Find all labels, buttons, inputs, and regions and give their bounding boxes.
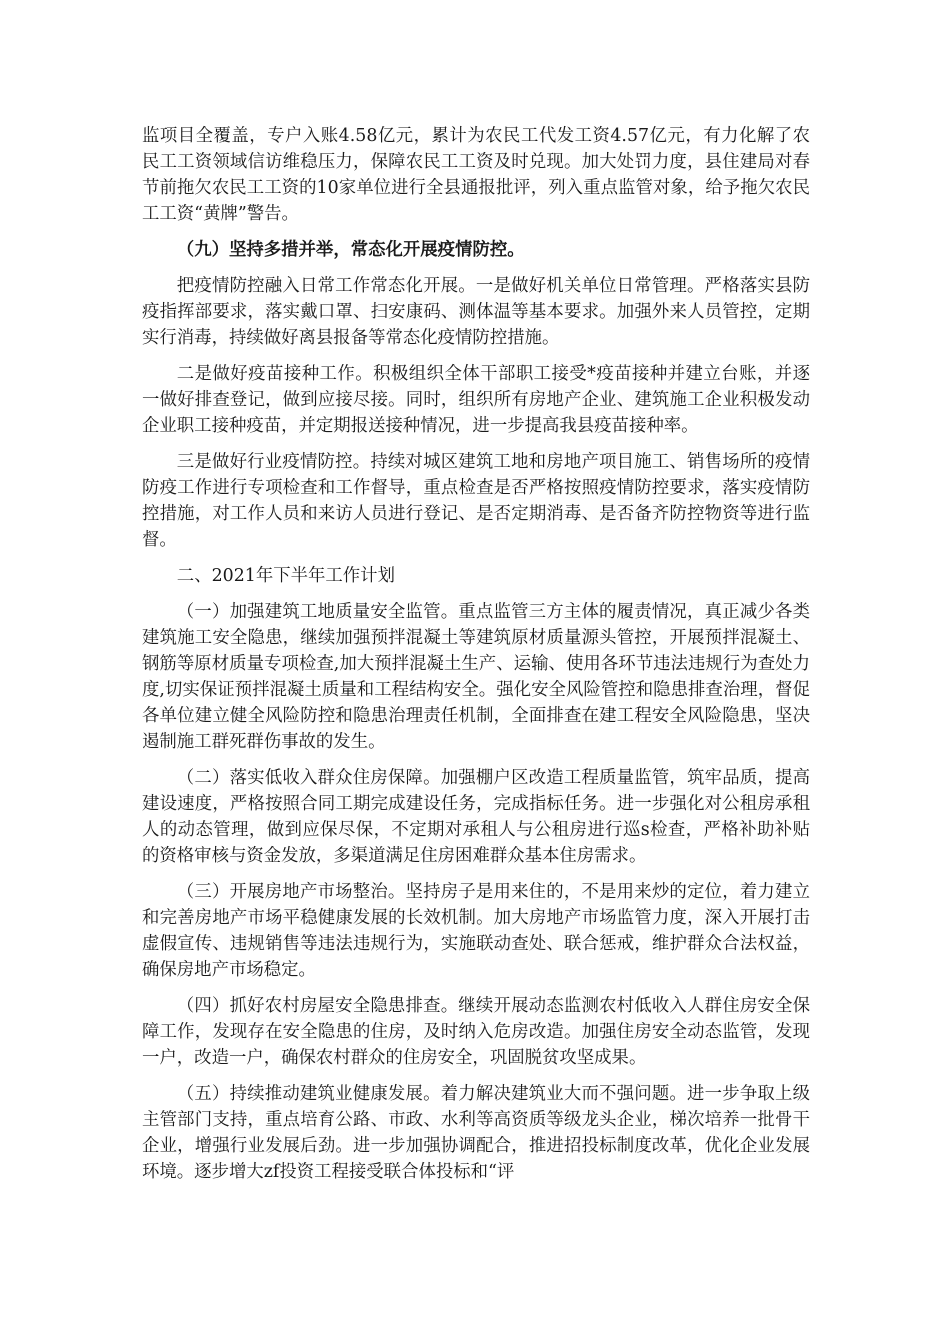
paragraph-vaccination: 二是做好疫苗接种工作。积极组织全体干部职工接受*疫苗接种并建立台账，并逐一做好排查登记，做到应接尽接。同时，组织所有房地产企业、建筑施工企业积极发动企业职工接种疫苗，并定期报送接种情况，进一步提高我县疫苗接种率。 (142, 364, 810, 436)
paragraph-plan-item-1: （一）加强建筑工地质量安全监管。重点监管三方主体的履责情况，真正减少各类建筑施工安全隐患，继续加强预拌混凝土等建筑原材质量源头管控，开展预拌混凝土、钢筋等原材质量专项检查,加大预拌混凝土生产、运输、使用各环节违法违规行为查处力度,切实保证预拌混凝土质量和工程结构安全。强化安全风险管控和隐患排查治理，督促各单位建立健全风险防控和隐患治理责任机制，全面排查在建工程安全风险隐患，坚决遏制施工群死群伤事故的发生。 (142, 602, 810, 752)
paragraph-plan-item-2: （二）落实低收入群众住房保障。加强棚户区改造工程质量监管，筑牢品质，提高建设速度，严格按照合同工期完成建设任务，完成指标任务。进一步强化对公租房承租人的动态管理，做到应保尽保，不定期对承租人与公租房进行巡s检查，严格补助补贴的资格审核与资金发放，多渠道满足住房困难群众基本住房需求。 (142, 768, 810, 866)
paragraph-plan-item-3: （三）开展房地产市场整治。坚持房子是用来住的，不是用来炒的定位，着力建立和完善房地产市场平稳健康发展的长效机制。加大房地产市场监管力度，深入开展打击虚假宣传、违规销售等违法违规行为，实施联动查处、联合惩戒，维护群众合法权益，确保房地产市场稳定。 (142, 882, 810, 980)
section-heading-epidemic-prevention: （九）坚持多措并举，常态化开展疫情防控。 (176, 240, 525, 260)
section-heading-work-plan: 二、2021年下半年工作计划 (176, 566, 395, 586)
document-body (142, 123, 810, 1185)
paragraph-daily-management: 把疫情防控融入日常工作常态化开展。一是做好机关单位日常管理。严格落实县防疫指挥部要求，落实戴口罩、扫安康码、测体温等基本要求。加强外来人员管控，定期实行消毒，持续做好离县报备等常态化疫情防控措施。 (142, 276, 810, 348)
paragraph-wage-supervision: 监项目全覆盖，专户入账4.58亿元，累计为农民工代发工资4.57亿元，有力化解了农民工工资领域信访维稳压力，保障农民工工资及时兑现。加大处罚力度，县住建局对春节前拖欠农民工工资的10家单位进行全县通报批评，列入重点监管对象，给予拖欠农民工工资“黄牌”警告。 (142, 126, 810, 224)
paragraph-industry-prevention: 三是做好行业疫情防控。持续对城区建筑工地和房地产项目施工、销售场所的疫情防疫工作进行专项检查和工作督导，重点检查是否严格按照疫情防控要求，落实疫情防控措施，对工作人员和来访人员进行登记、是否定期消毒、是否备齐防控物资等进行监督。 (142, 452, 810, 550)
paragraph-plan-item-5: （五）持续推动建筑业健康发展。着力解决建筑业大而不强问题。进一步争取上级主管部门支持，重点培育公路、市政、水利等高资质等级龙头企业，梯次培养一批骨干企业，增强行业发展后劲。进一步加强协调配合，推进招投标制度改革，优化企业发展环境。逐步增大zf投资工程接受联合体投标和“评 (142, 1084, 810, 1182)
paragraph-plan-item-4: （四）抓好农村房屋安全隐患排查。继续开展动态监测农村低收入人群住房安全保障工作，发现存在安全隐患的住房，及时纳入危房改造。加强住房安全动态监管，发现一户，改造一户，确保农村群众的住房安全，巩固脱贫攻坚成果。 (142, 996, 810, 1068)
